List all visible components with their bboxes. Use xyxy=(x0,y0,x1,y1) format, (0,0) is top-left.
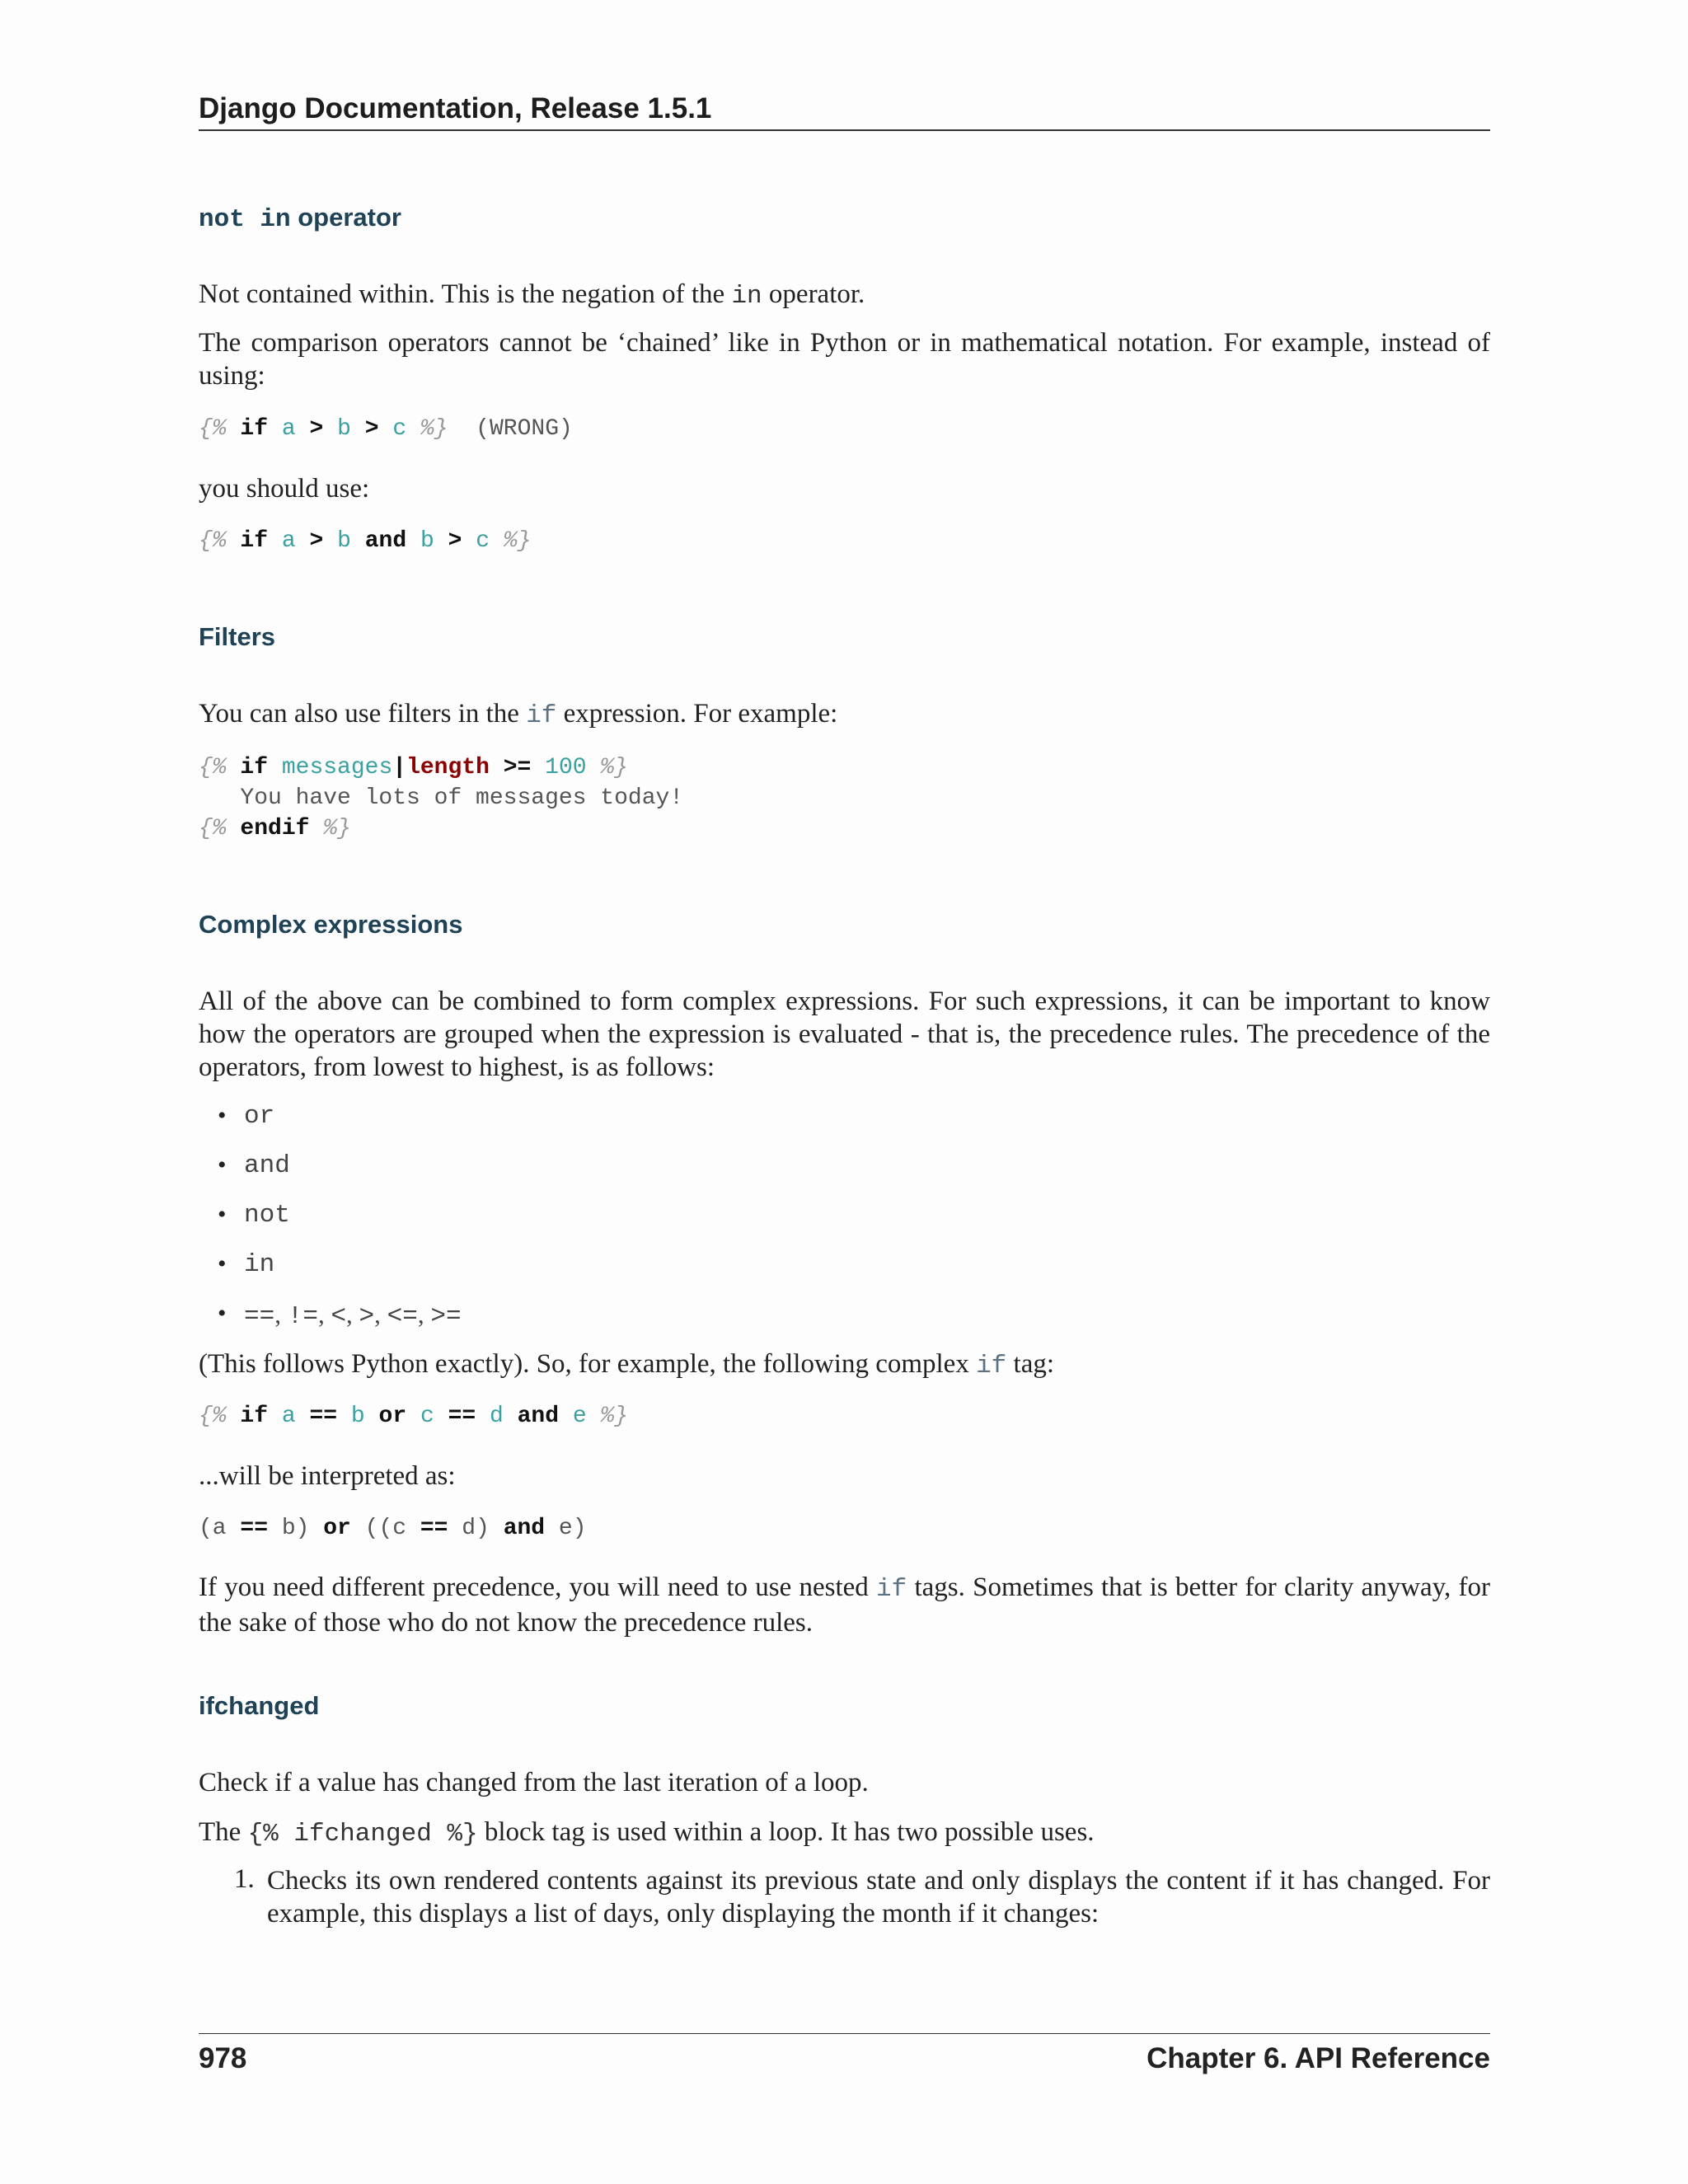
op: >= xyxy=(503,755,532,780)
code-text: (a xyxy=(199,1516,241,1541)
bullet: • xyxy=(218,1300,227,1327)
list-number: 1. xyxy=(234,1864,255,1894)
keyword: if xyxy=(240,755,269,780)
bullet: • xyxy=(218,1151,227,1179)
paragraph-chaining: The comparison operators cannot be ‘chained’ like in Python or in mathematical notation. For example, instead of using: xyxy=(199,328,1490,391)
section-heading-not-in xyxy=(199,203,401,234)
paragraph-ifchanged-uses xyxy=(199,1816,1490,1851)
keyword: if xyxy=(240,1404,269,1429)
code-text: d) xyxy=(448,1516,504,1541)
var: c xyxy=(420,1404,434,1429)
tag-open: {% xyxy=(199,755,227,780)
keyword: if xyxy=(240,528,269,554)
tag-close: %} xyxy=(323,816,351,841)
list-item: • ==, !=, <, >, <=, >= xyxy=(218,1300,462,1331)
var: c xyxy=(392,416,407,442)
section-heading-filters: Filters xyxy=(199,622,276,651)
op: == xyxy=(420,1516,448,1541)
operator: >= xyxy=(430,1302,462,1331)
keyword: and xyxy=(364,528,407,554)
op: > xyxy=(448,528,462,554)
paragraph-not-in-description xyxy=(199,278,1490,313)
inline-code: if xyxy=(976,1352,1007,1380)
text: If you need different precedence, you will need to use nested xyxy=(199,1572,877,1602)
list-item-text: Checks its own rendered contents against its previous state and only displays the content if it has changed. For example, this displays a list of days, only displaying the month if it changes: xyxy=(267,1866,1490,1929)
bullet: • xyxy=(218,1102,227,1129)
code-text: b) xyxy=(268,1516,324,1541)
section-heading-ifchanged: ifchanged xyxy=(199,1691,320,1720)
inline-code: if xyxy=(876,1575,907,1604)
operator: <= xyxy=(387,1302,418,1331)
keyword: endif xyxy=(240,816,310,841)
var: messages xyxy=(281,755,393,780)
code-wrong-example xyxy=(199,414,573,444)
list-item xyxy=(218,1201,290,1230)
var: b xyxy=(350,1404,365,1429)
running-header-title: Django Documentation, Release 1.5.1 xyxy=(199,92,712,124)
text: tags. Sometimes that is better for clarity anyway, for the sake of those who do not know the precedence rules. xyxy=(199,1572,1490,1638)
keyword: and xyxy=(517,1404,560,1429)
code-right-example xyxy=(199,526,531,556)
text: operator. xyxy=(762,279,865,309)
note: (WRONG) xyxy=(448,416,573,442)
paragraph-follows-python xyxy=(199,1347,1490,1383)
var: a xyxy=(281,416,296,442)
var: b xyxy=(337,416,351,442)
paragraph-interpreted: ...will be interpreted as: xyxy=(199,1461,456,1491)
operator: and xyxy=(244,1151,290,1180)
pipe: | xyxy=(392,755,407,780)
text: block tag is used within a loop. It has two possible uses. xyxy=(477,1817,1095,1847)
operator: or xyxy=(244,1102,275,1131)
tag-close: %} xyxy=(600,1404,629,1429)
operator: < xyxy=(331,1302,347,1331)
code-text: e) xyxy=(545,1516,587,1541)
var: c xyxy=(476,528,490,554)
var: e xyxy=(572,1404,587,1429)
op: == xyxy=(240,1516,269,1541)
tag-open: {% xyxy=(199,416,227,442)
operator: == xyxy=(244,1302,275,1331)
operator: > xyxy=(359,1302,375,1331)
op: == xyxy=(309,1404,338,1429)
chapter-title: Chapter 6. API Reference xyxy=(1146,2042,1490,2074)
var: a xyxy=(281,528,296,554)
section-heading-complex: Complex expressions xyxy=(199,910,463,939)
operator: in xyxy=(244,1250,275,1279)
paragraph-ifchanged-desc: Check if a value has changed from the last iteration of a loop. xyxy=(199,1768,869,1797)
paragraph-should-use: you should use: xyxy=(199,474,370,504)
text: You can also use filters in the xyxy=(199,699,527,729)
list-item xyxy=(218,1151,290,1180)
code-filters-example xyxy=(199,752,683,844)
tag-open: {% xyxy=(199,528,227,554)
tag-open: {% xyxy=(199,1404,227,1429)
bullet: • xyxy=(218,1201,227,1228)
code-text: You have lots of messages today! xyxy=(199,785,684,811)
tag-open: {% xyxy=(199,816,227,841)
var: b xyxy=(337,528,351,554)
op: > xyxy=(364,416,379,442)
tag-close: %} xyxy=(600,755,628,780)
text: expression. For example: xyxy=(556,699,838,729)
keyword: and xyxy=(503,1516,546,1541)
inline-code: if xyxy=(526,701,557,730)
text: tag: xyxy=(1006,1349,1055,1379)
text: The xyxy=(199,1817,248,1847)
operator: not xyxy=(244,1201,290,1230)
header-rule xyxy=(199,129,1490,131)
text: (This follows Python exactly). So, for example, the following complex xyxy=(199,1349,977,1379)
paragraph-nested xyxy=(199,1571,1490,1639)
footer-rule xyxy=(199,2033,1490,2034)
code-interpreted-example xyxy=(199,1513,587,1544)
filter: length xyxy=(406,755,490,780)
tag-close: %} xyxy=(420,416,448,442)
keyword: or xyxy=(378,1404,407,1429)
code-complex-example xyxy=(199,1401,628,1432)
bullet: • xyxy=(218,1250,227,1277)
operator: != xyxy=(287,1302,318,1331)
paragraph-filters xyxy=(199,697,1490,733)
code-text: ((c xyxy=(350,1516,420,1541)
inline-code: in xyxy=(731,282,762,311)
paragraph-complex: All of the above can be combined to form complex expressions. For such expressions, it can be important to know how the operators are grouped when the expression is evaluated - that is, the precedence rules. The precedence of the operators, from lowest to highest, is as follows: xyxy=(199,987,1490,1082)
heading-code: not in xyxy=(199,205,291,234)
op: == xyxy=(448,1404,476,1429)
document-page xyxy=(199,0,1490,2184)
page-number: 978 xyxy=(199,2042,247,2074)
inline-code: {% ifchanged %} xyxy=(247,1820,478,1849)
var: b xyxy=(420,528,434,554)
keyword: if xyxy=(240,416,269,442)
var: a xyxy=(281,1404,296,1429)
op: > xyxy=(309,416,324,442)
keyword: or xyxy=(323,1516,351,1541)
number: 100 xyxy=(545,755,587,780)
tag-close: %} xyxy=(503,528,532,554)
list-item xyxy=(218,1102,275,1131)
heading-text: operator xyxy=(298,203,401,232)
op: > xyxy=(309,528,324,554)
text: Not contained within. This is the negation of the xyxy=(199,279,732,309)
list-item xyxy=(218,1250,275,1279)
var: d xyxy=(489,1404,504,1429)
